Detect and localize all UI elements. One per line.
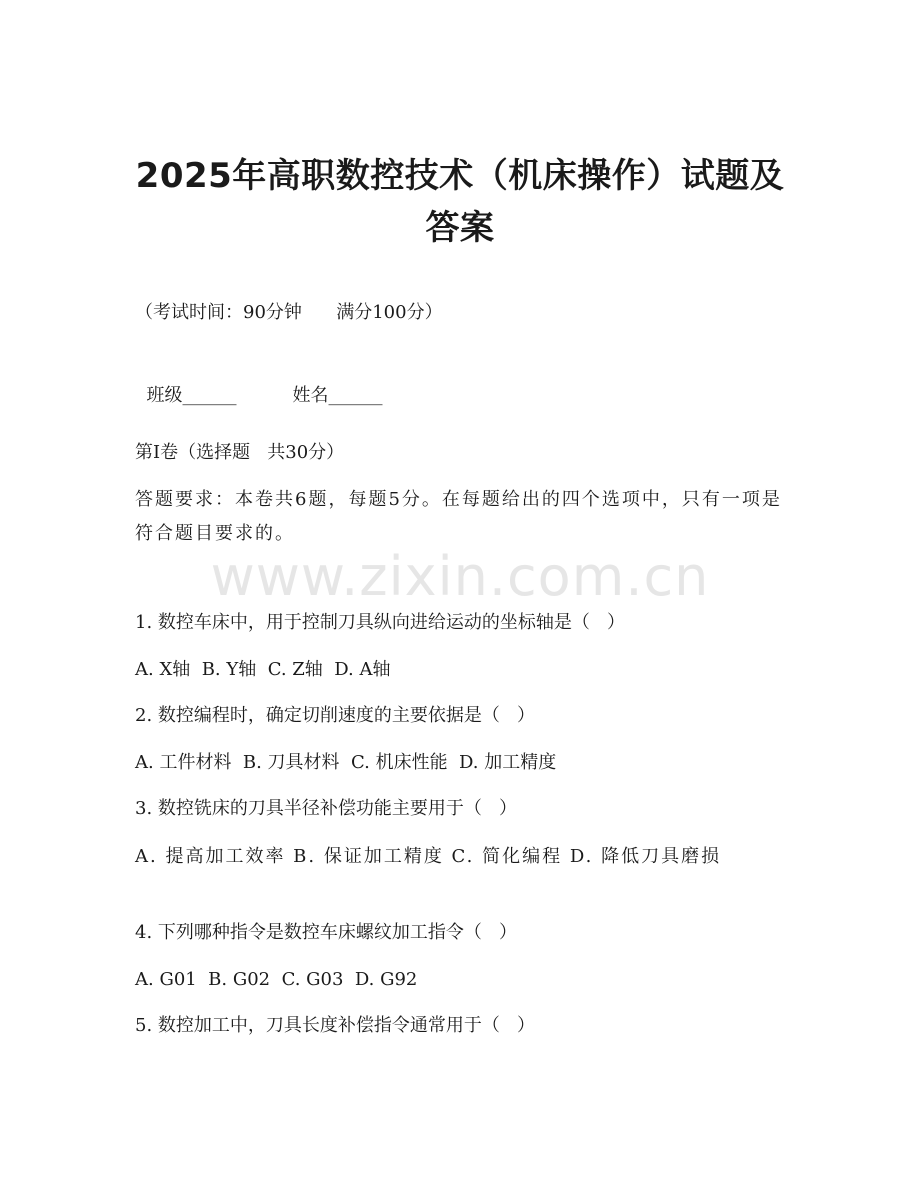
question-5-stem: 5. 数控加工中，刀具长度补偿指令通常用于（ ） bbox=[135, 1015, 536, 1036]
section-heading: 第I卷（选择题 共30分） bbox=[135, 442, 345, 463]
question-3-options: A. 提高加工效率 B. 保证加工精度 C. 简化编程 D. 降低刀具磨损 bbox=[135, 846, 722, 867]
question-4-stem: 4. 下列哪种指令是数控车床螺纹加工指令（ ） bbox=[135, 922, 518, 943]
question-1-stem: 1. 数控车床中，用于控制刀具纵向进给运动的坐标轴是（ ） bbox=[135, 612, 626, 633]
exam-info: （考试时间：90分钟 满分100分） bbox=[135, 302, 443, 323]
answer-requirement: 答题要求：本卷共6题，每题5分。在每题给出的四个选项中，只有一项是符合题目要求的。 bbox=[135, 489, 782, 544]
question-4-options: A. G01 B. G02 C. G03 D. G92 bbox=[135, 969, 418, 990]
class-field: 班级______ bbox=[146, 385, 237, 406]
document-title: 2025年高职数控技术（机床操作）试题及答案 bbox=[135, 156, 785, 248]
question-3-stem: 3. 数控铣床的刀具半径补偿功能主要用于（ ） bbox=[135, 798, 518, 819]
student-info-row bbox=[135, 345, 785, 413]
watermark: www.zixin.com.cn bbox=[210, 545, 710, 608]
question-1-options: A. X轴 B. Y轴 C. Z轴 D. A轴 bbox=[135, 659, 391, 680]
question-2-options: A. 工件材料 B. 刀具材料 C. 机床性能 D. 加工精度 bbox=[135, 752, 557, 773]
question-2-stem: 2. 数控编程时，确定切削速度的主要依据是（ ） bbox=[135, 705, 536, 726]
name-field: 姓名______ bbox=[292, 385, 383, 406]
